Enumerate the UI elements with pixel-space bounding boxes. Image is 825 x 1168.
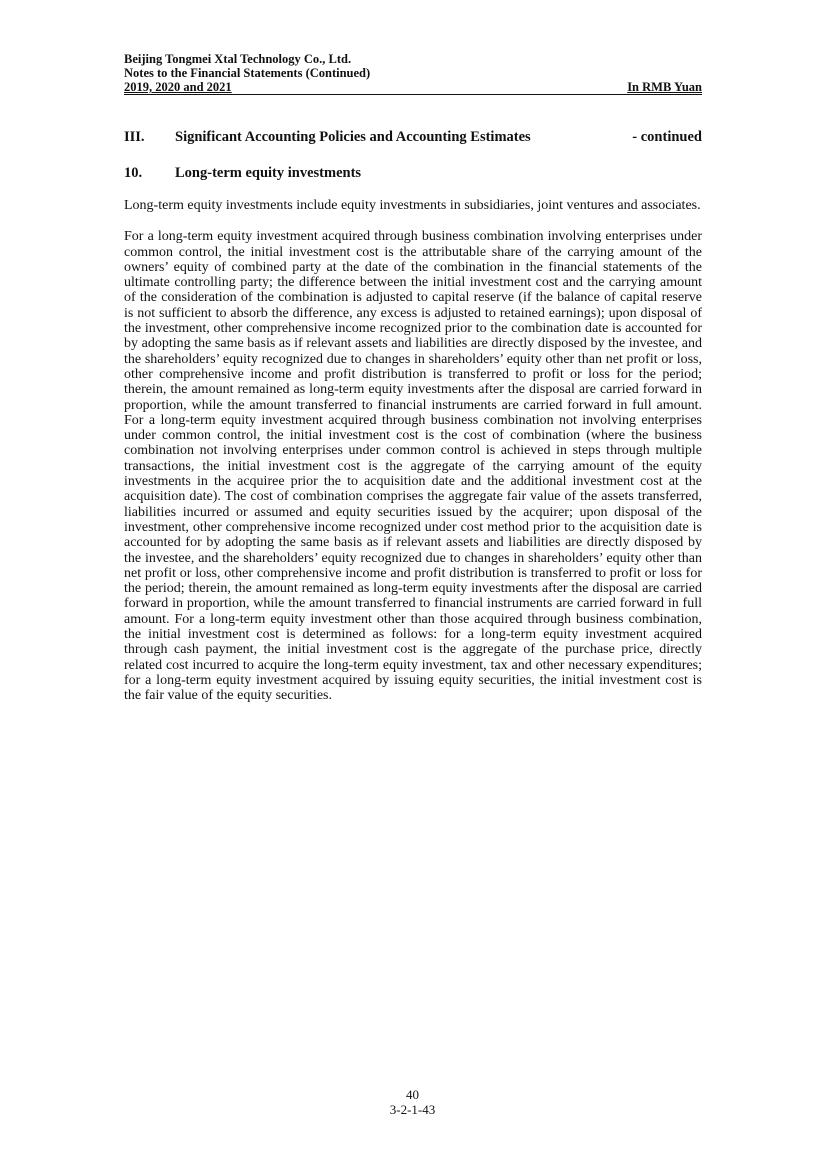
paragraph-initial-cost: For a long-term equity investment acquired through business combination involving enterprises under common control, the initial investment cost is the attributable share of the carrying amount of the owners’ equity of combined party at the date of the combination in the financial statements of the ultimate controlling party; the difference between the initial investment cost and the carrying amount of the consideration of the combination is adjusted to capital reserve (if the balance of capital reserve is not sufficient to absorb the difference, any excess is adjusted to retained earnings); upon disposal of the investment, other comprehensive income recognized prior to the combination date is accounted for by adopting the same basis as if relevant assets and liabilities are directly disposed by the investee, and the shareholders’ equity recognized due to changes in shareholders’ equity other than net profit or loss, other comprehensive income and profit distribution is transferred to profit or loss for the period; therein, the amount remained as long-term equity investments after the disposal are carried forward in proportion, while the amount transferred to financial instruments are carried forward in full amount. For a long-term equity investment acquired through business combination not involving enterprises under common control, the initial investment cost is the cost of combination (where the business combination not involving enterprises under common control is achieved in steps through multiple transactions, the initial investment cost is the aggregate of the carrying amount of the equity investments in the acquiree prior the to acquisition date and the additional investment cost at the acquisition date). The cost of combination comprises the aggregate fair value of the assets transferred, liabilities incurred or assumed and equity securities issued by the acquirer; upon disposal of the investment, other comprehensive income recognized under cost method prior to the acquisition date is accounted for by adopting the same basis as if relevant assets and liabilities are directly disposed by the investee, and the shareholders’ equity recognized due to changes in shareholders’ equity other than net profit or loss, other comprehensive income and profit distribution is transferred to profit or loss for the period; therein, the amount remained as long-term equity investments after the disposal are carried forward in proportion, while the amount transferred to financial instruments are carried forward in full amount. For a long-term equity investment other than those acquired through business combination, the initial investment cost is determined as follows: for a long-term equity investment acquired through cash payment, the initial investment cost is the aggregate of the purchase price, directly related cost incurred to acquire the long-term equity investment, tax and other necessary expenditures; for a long-term equity investment acquired by issuing equity securities, the initial investment cost is the fair value of the equity securities. — [124, 229, 702, 704]
subsection-number: 10. — [124, 165, 143, 181]
notes-title: Notes to the Financial Statements (Continued) — [124, 66, 371, 80]
paragraph-intro: Long-term equity investments include equity investments in subsidiaries, joint ventures and associates. — [124, 198, 701, 213]
page-number: 40 — [406, 1087, 419, 1102]
subsection-title: Long-term equity investments — [175, 165, 362, 181]
continued-label: - continued — [632, 129, 702, 145]
section-title: Significant Accounting Policies and Accounting Estimates — [175, 129, 531, 145]
section-heading — [124, 129, 702, 146]
reporting-years: 2019, 2020 and 2021 — [124, 80, 232, 94]
document-page — [124, 52, 702, 704]
section-number: III. — [124, 129, 145, 145]
header-period-row — [124, 80, 702, 95]
page-reference: 3-2-1-43 — [389, 1102, 436, 1117]
subsection-heading — [124, 165, 702, 182]
currency-label: In RMB Yuan — [627, 80, 702, 94]
company-name: Beijing Tongmei Xtal Technology Co., Ltd. — [124, 52, 352, 66]
page-header — [124, 52, 702, 95]
